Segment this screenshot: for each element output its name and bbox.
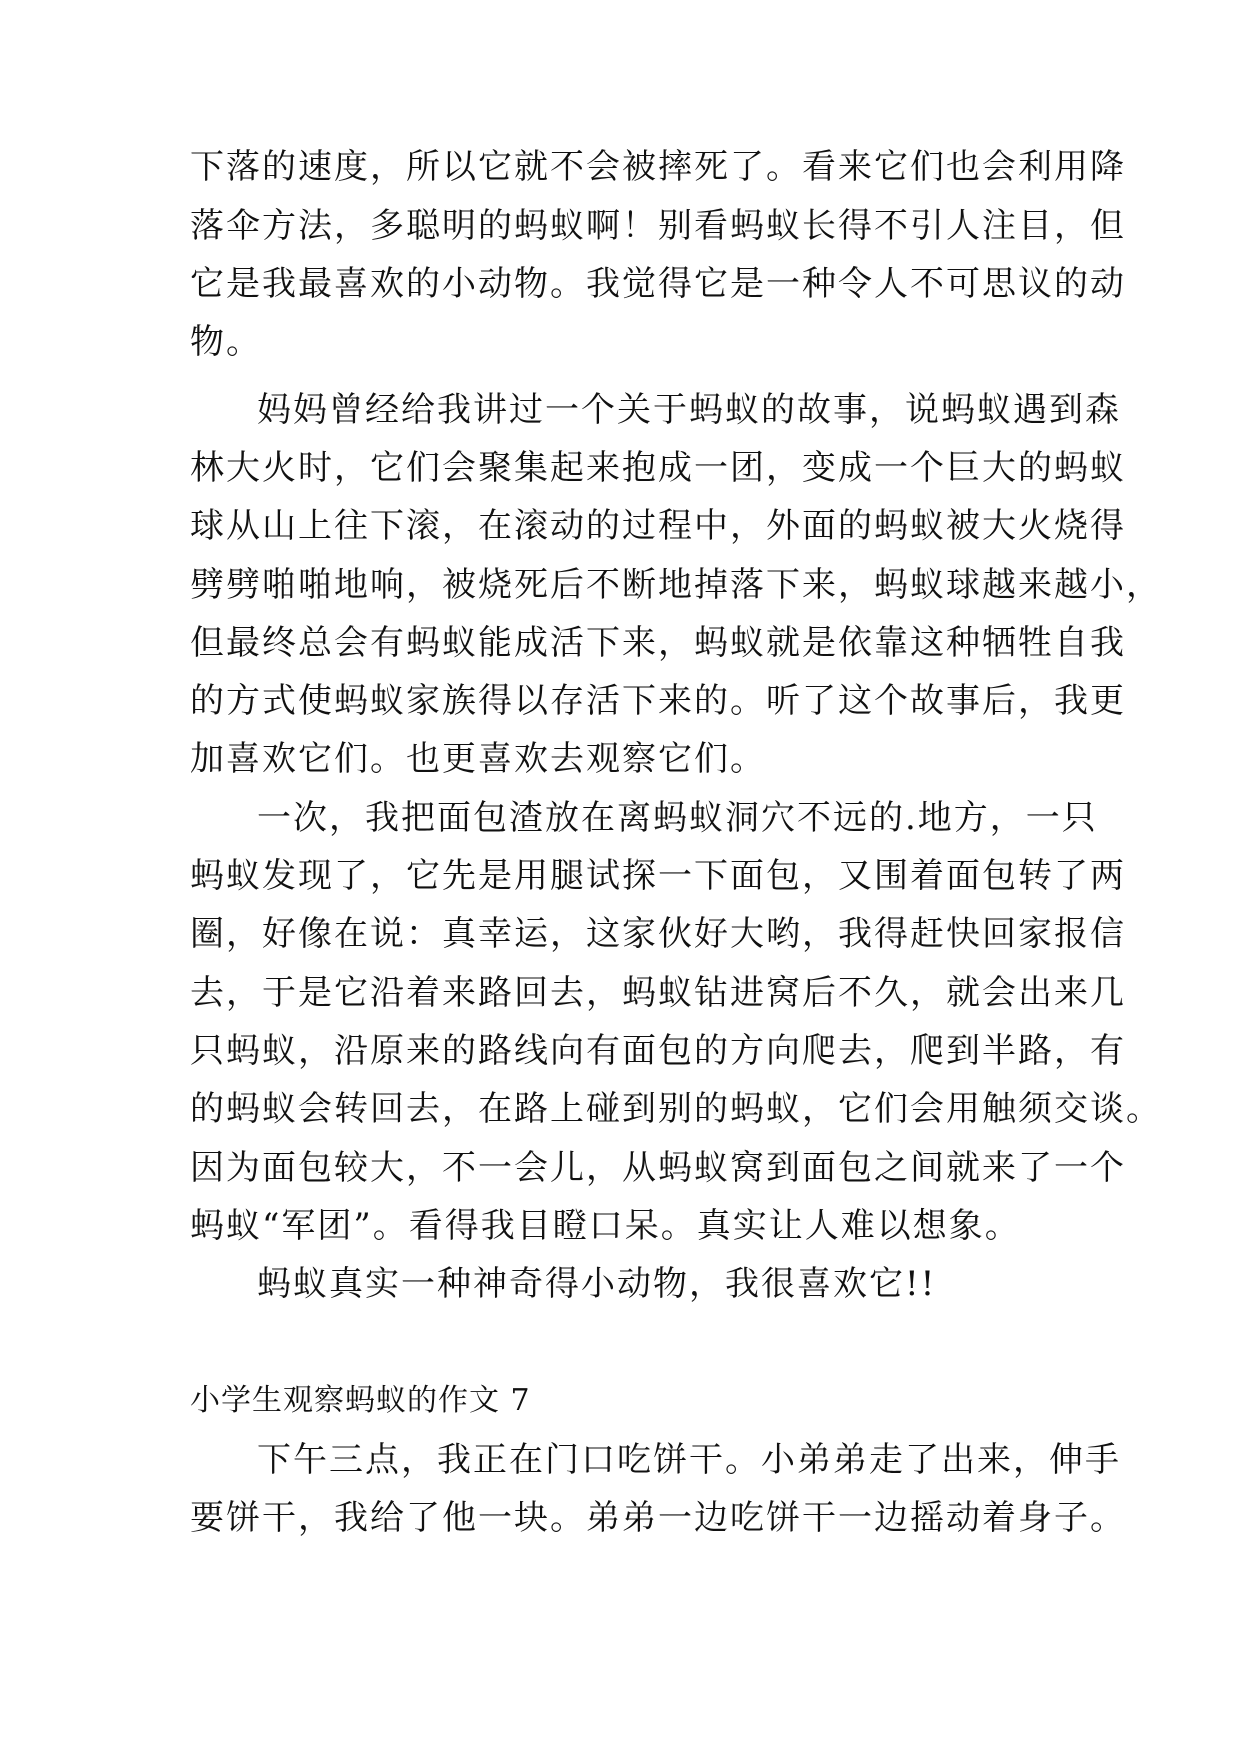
paragraph-line: 物。 — [190, 322, 262, 362]
paragraph-line: 蚂蚁发现了，它先是用腿试探一下面包，又围着面包转了两 — [190, 856, 1126, 896]
paragraph-line: 林大火时，它们会聚集起来抱成一团，变成一个巨大的蚂蚁 — [190, 448, 1126, 488]
paragraph-line: 落伞方法，多聪明的蚂蚁啊！别看蚂蚁长得不引人注目，但 — [190, 206, 1126, 246]
paragraph-line: 的蚂蚁会转回去，在路上碰到别的蚂蚁，它们会用触须交谈。 — [190, 1089, 1162, 1129]
paragraph-line: 蚂蚁真实一种神奇得小动物，我很喜欢它!! — [257, 1264, 937, 1304]
paragraph-line: 因为面包较大，不一会儿，从蚂蚁窝到面包之间就来了一个 — [190, 1148, 1126, 1188]
paragraph-line: 蚂蚁“军团”。看得我目瞪口呆。真实让人难以想象。 — [190, 1206, 1021, 1246]
paragraph-line: 妈妈曾经给我讲过一个关于蚂蚁的故事，说蚂蚁遇到森 — [257, 390, 1121, 430]
paragraph-line: 下午三点，我正在门口吃饼干。小弟弟走了出来，伸手 — [257, 1440, 1121, 1480]
paragraph-line: 劈劈啪啪地响，被烧死后不断地掉落下来，蚂蚁球越来越小， — [190, 565, 1162, 605]
paragraph-line: 下落的速度，所以它就不会被摔死了。看来它们也会利用降 — [190, 147, 1126, 187]
paragraph-line: 它是我最喜欢的小动物。我觉得它是一种令人不可思议的动 — [190, 264, 1126, 304]
section-heading: 小学生观察蚂蚁的作文 7 — [190, 1383, 531, 1418]
paragraph-line: 去，于是它沿着来路回去，蚂蚁钻进窝后不久，就会出来几 — [190, 973, 1126, 1013]
paragraph-line: 圈，好像在说：真幸运，这家伙好大哟，我得赶快回家报信 — [190, 914, 1126, 954]
paragraph-line: 球从山上往下滚，在滚动的过程中，外面的蚂蚁被大火烧得 — [190, 506, 1126, 546]
paragraph-line: 加喜欢它们。也更喜欢去观察它们。 — [190, 739, 766, 779]
paragraph-line: 要饼干，我给了他一块。弟弟一边吃饼干一边摇动着身子。 — [190, 1498, 1126, 1538]
paragraph-line: 但最终总会有蚂蚁能成活下来，蚂蚁就是依靠这种牺牲自我 — [190, 623, 1126, 663]
paragraph-line: 一次，我把面包渣放在离蚂蚁洞穴不远的.地方，一只 — [257, 798, 1098, 838]
paragraph-line: 的方式使蚂蚁家族得以存活下来的。听了这个故事后，我更 — [190, 681, 1126, 721]
paragraph-line: 只蚂蚁，沿原来的路线向有面包的方向爬去，爬到半路，有 — [190, 1031, 1126, 1071]
